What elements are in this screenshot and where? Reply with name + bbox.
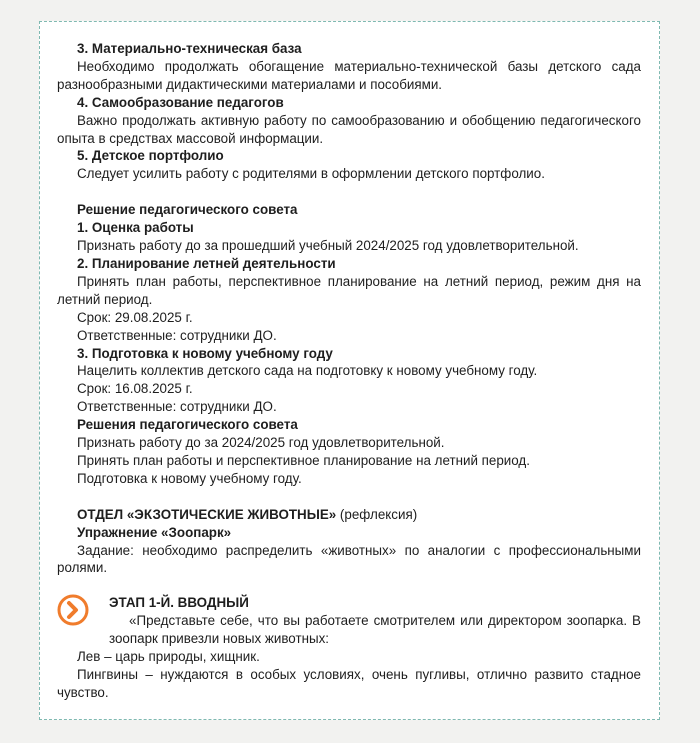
decision-summary-title: Решения педагогического совета (77, 417, 298, 433)
exotic-heading (57, 506, 641, 524)
chevron-right-circle-icon (57, 594, 89, 626)
decision-item-2-deadline: Срок: 29.08.2025 г. (77, 309, 193, 325)
section-5-title: 5. Детское портфолио (77, 148, 224, 164)
exotic-title-suffix: (рефлексия) (336, 506, 418, 522)
decision-item-1-text: Признать работу до за прошедший учебный 2024/2025 год удовлетворительной. (77, 238, 579, 254)
decision-item-2-responsible: Ответственные: сотрудники ДО. (77, 327, 277, 343)
decision-item-3-title: 3. Подготовка к новому учебному году (77, 345, 333, 361)
exercise-task: Задание: необходимо распределить «животных» по аналогии с профессиональными ролями. (57, 542, 641, 576)
document-body (57, 40, 641, 702)
decision-summary-line-3: Подготовка к новому учебному году. (77, 470, 302, 486)
exercise-title: Упражнение «Зоопарк» (77, 524, 232, 540)
stage-title: ЭТАП 1-Й. ВВОДНЫЙ (109, 595, 249, 611)
exotic-title: ОТДЕЛ «ЭКЗОТИЧЕСКИЕ ЖИВОТНЫЕ» (77, 506, 337, 522)
spacer (57, 183, 641, 201)
section-4-text: Важно продолжать активную работу по самообразованию и обобщению педагогического опыта в средствах массовой информации. (57, 112, 641, 146)
decision-item-1-title: 1. Оценка работы (77, 220, 194, 236)
spacer (57, 577, 641, 594)
decision-item-2-title: 2. Планирование летней деятельности (77, 255, 336, 271)
stage-text-1: «Представьте себе, что вы работаете смотрителем или директором зоопарка. В зоопарк привезли новых животных: (109, 613, 641, 647)
spacer (57, 488, 641, 506)
section-4-title: 4. Самообразование педагогов (77, 94, 284, 110)
decision-item-3-text: Нацелить коллектив детского сада на подготовку к новому учебному году. (77, 363, 538, 379)
decision-item-2-text: Принять план работы, перспективное планирование на летний период, режим дня на летний период. (57, 273, 641, 307)
decision-item-3-responsible: Ответственные: сотрудники ДО. (77, 399, 277, 415)
decision-summary-line-1: Признать работу до за 2024/2025 год удовлетворительной. (77, 435, 445, 451)
decision-title: Решение педагогического совета (77, 202, 298, 218)
stage-block (57, 594, 641, 648)
section-3-text: Необходимо продолжать обогащение материально-технической базы детского сада разнообразными дидактическими материалами и пособиями. (57, 58, 641, 92)
decision-item-3-deadline: Срок: 16.08.2025 г. (77, 381, 193, 397)
section-5-text: Следует усилить работу с родителями в оформлении детского портфолио. (77, 166, 545, 182)
section-3-title: 3. Материально-техническая база (77, 41, 302, 56)
stage-text-3: Пингвины – нуждаются в особых условиях, очень пугливы, отлично развито стадное чувство. (57, 667, 641, 700)
stage-text-2: Лев – царь природы, хищник. (77, 649, 260, 665)
decision-summary-line-2: Принять план работы и перспективное планирование на летний период. (77, 452, 530, 468)
